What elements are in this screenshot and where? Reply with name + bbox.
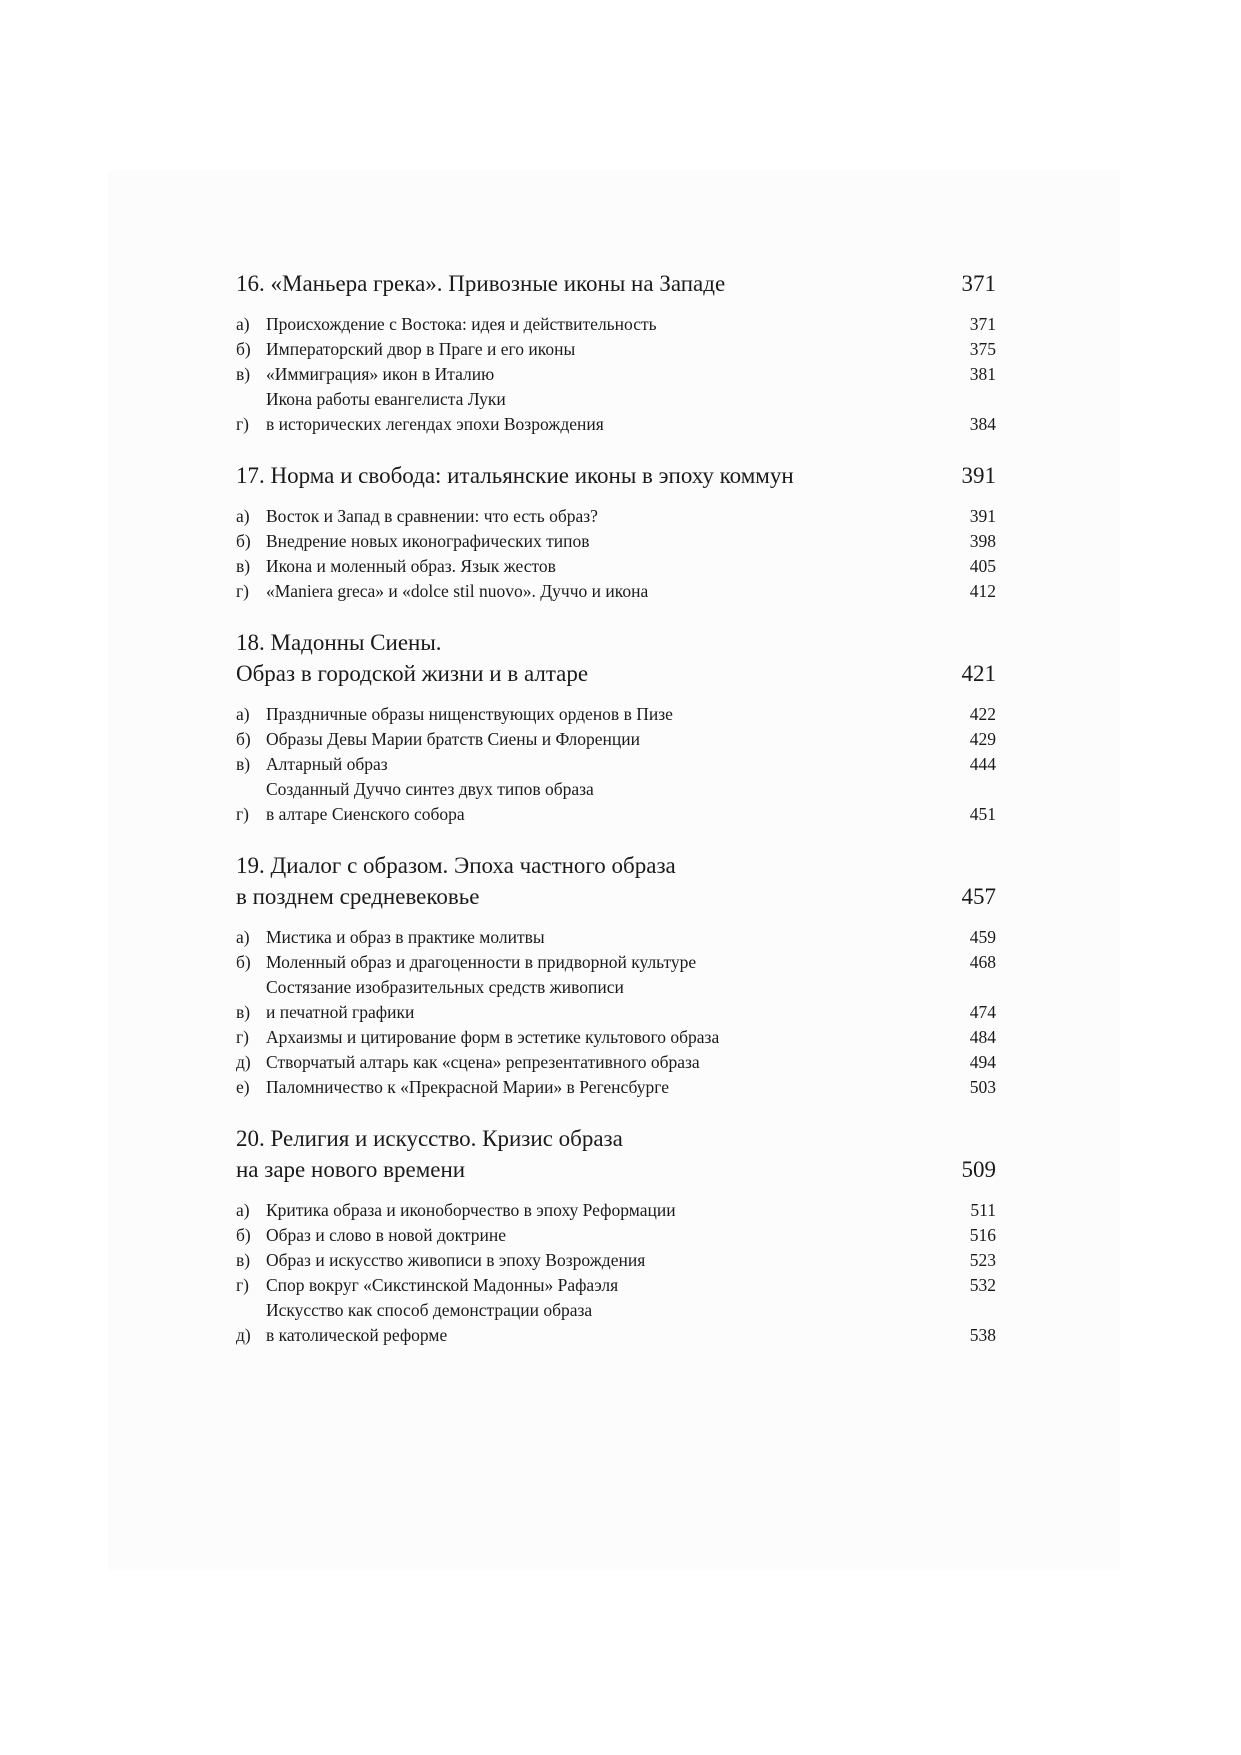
section-letter: г): [236, 804, 250, 824]
section-title-line: Внедрение новых иконографических типов: [266, 531, 590, 551]
section-page-number: 371: [969, 314, 996, 334]
section-title-line: Императорский двор в Праге и его иконы: [266, 339, 576, 359]
section-title: [266, 950, 936, 975]
section-title-line: в алтаре Сиенского собора: [266, 804, 465, 824]
section-entry: [236, 1223, 996, 1248]
section-letter: б): [236, 531, 251, 551]
chapter-number: 17.: [236, 463, 265, 488]
section-title-line: Состязание изобразительных средств живописи: [266, 977, 624, 997]
section-title: [266, 312, 936, 337]
chapter-title-line: [236, 460, 936, 491]
section-entry: [236, 337, 996, 362]
section-title: [266, 529, 936, 554]
section-letter: б): [236, 339, 251, 359]
section-title: [266, 752, 936, 777]
section-entry: [236, 312, 996, 337]
section-letter: а): [236, 704, 250, 724]
chapter-17: [236, 460, 996, 604]
section-letter: в): [236, 364, 251, 384]
section-title: [266, 362, 936, 387]
chapter-title-text: Диалог с образом. Эпоха частного образа: [270, 853, 676, 878]
section-title: [266, 1273, 936, 1298]
section-page-number: 398: [969, 531, 996, 551]
section-title-line: Икона работы евангелиста Луки: [266, 389, 506, 409]
section-entry: [236, 1050, 996, 1075]
section-page-number: 459: [969, 927, 996, 947]
section-title-line: в католической реформе: [266, 1325, 448, 1345]
chapter-page-number: 371: [961, 271, 996, 296]
chapter-title: [236, 627, 936, 689]
section-title-line: Створчатый алтарь как «сцена» репрезентативного образа: [266, 1052, 700, 1072]
chapter-title-line: [236, 658, 936, 689]
section-entry: [236, 950, 996, 975]
section-entry: [236, 925, 996, 950]
section-list: [236, 312, 996, 437]
section-entry: [236, 554, 996, 579]
chapter-heading: [236, 1123, 996, 1185]
section-page-number: 429: [969, 729, 996, 749]
section-page-number: 523: [969, 1250, 996, 1270]
section-title: [266, 702, 936, 727]
section-title: [266, 925, 936, 950]
section-letter: е): [236, 1077, 250, 1097]
table-of-contents: [236, 268, 996, 1371]
section-letter: а): [236, 927, 250, 947]
section-list: [236, 925, 996, 1100]
section-page-number: 532: [969, 1275, 996, 1295]
section-list: [236, 702, 996, 827]
chapter-title-line: [236, 1154, 936, 1185]
section-entry: [236, 702, 996, 727]
section-page-number: 484: [969, 1027, 996, 1047]
chapter-18: [236, 627, 996, 827]
section-page-number: 412: [969, 581, 996, 601]
chapter-heading: [236, 268, 996, 299]
section-page-number: 375: [969, 339, 996, 359]
section-title-line: Паломничество к «Прекрасной Марии» в Регенсбурге: [266, 1077, 669, 1097]
section-page-number: 511: [970, 1200, 996, 1220]
chapter-title-text: Мадонны Сиены.: [270, 630, 442, 655]
section-entry: [236, 1025, 996, 1050]
section-title: [266, 727, 936, 752]
section-title: [266, 1198, 936, 1223]
section-title-line: Спор вокруг «Сикстинской Мадонны» Рафаэля: [266, 1275, 619, 1295]
section-letter: а): [236, 314, 250, 334]
section-page-number: 391: [969, 506, 996, 526]
section-title-line: Праздничные образы нищенствующих орденов в Пизе: [266, 704, 673, 724]
chapter-number: 20.: [236, 1126, 265, 1151]
section-title-line: и печатной графики: [266, 1002, 415, 1022]
chapter-heading: [236, 460, 996, 491]
section-entry: [236, 727, 996, 752]
chapter-page-number: 391: [961, 463, 996, 488]
section-title-line: Мистика и образ в практике молитвы: [266, 927, 545, 947]
section-page-number: 422: [969, 704, 996, 724]
chapter-title-line: [236, 881, 936, 912]
section-title: [266, 579, 936, 604]
chapter-number: 16.: [236, 271, 265, 296]
section-title: [266, 1298, 936, 1348]
chapter-title-line: [236, 850, 936, 881]
section-page-number: 503: [969, 1077, 996, 1097]
section-entry: [236, 362, 996, 387]
section-letter: д): [236, 1325, 251, 1345]
section-title: [266, 387, 936, 437]
section-title-line: Искусство как способ демонстрации образа: [266, 1300, 593, 1320]
section-entry: [236, 529, 996, 554]
section-title-line: Образы Девы Марии братств Сиены и Флоренции: [266, 729, 640, 749]
chapter-title-text: Религия и искусство. Кризис образа: [270, 1126, 623, 1151]
section-entry: [236, 1075, 996, 1100]
section-entry: [236, 1273, 996, 1298]
section-title: [266, 1025, 936, 1050]
chapter-title-line: [236, 268, 936, 299]
chapter-16: [236, 268, 996, 437]
section-title-line: «Иммиграция» икон в Италию: [266, 364, 495, 384]
section-letter: г): [236, 414, 250, 434]
section-title: [266, 975, 936, 1025]
section-letter: в): [236, 556, 251, 576]
chapter-20: [236, 1123, 996, 1348]
chapter-number: 19.: [236, 853, 265, 878]
section-title-line: Моленный образ и драгоценности в придворной культуре: [266, 952, 697, 972]
section-entry: [236, 504, 996, 529]
chapter-title: [236, 850, 936, 912]
section-title-line: Критика образа и иконоборчество в эпоху Реформации: [266, 1200, 676, 1220]
section-title: [266, 504, 936, 529]
section-letter: в): [236, 754, 251, 774]
section-title-line: Образ и слово в новой доктрине: [266, 1225, 507, 1245]
section-entry: [236, 1248, 996, 1273]
section-title-line: «Maniera greca» и «dolce stil nuovo». Дуччо и икона: [266, 581, 649, 601]
chapter-title-line: [236, 1123, 936, 1154]
section-title: [266, 337, 936, 362]
section-title-line: Восток и Запад в сравнении: что есть образ?: [266, 506, 598, 526]
section-letter: г): [236, 581, 250, 601]
section-letter: б): [236, 729, 251, 749]
section-entry: [236, 752, 996, 777]
section-letter: б): [236, 952, 251, 972]
section-title-line: Икона и моленный образ. Язык жестов: [266, 556, 556, 576]
section-list: [236, 1198, 996, 1348]
section-page-number: 381: [969, 364, 996, 384]
chapter-title-text: в позднем средневековье: [236, 884, 480, 909]
section-page-number: 538: [969, 1325, 996, 1345]
section-letter: в): [236, 1250, 251, 1270]
section-letter: г): [236, 1275, 250, 1295]
section-letter: г): [236, 1027, 250, 1047]
section-title-line: Происхождение с Востока: идея и действительность: [266, 314, 657, 334]
chapter-page-number: 421: [961, 661, 996, 686]
section-letter: б): [236, 1225, 251, 1245]
section-entry: [236, 387, 996, 437]
section-entry: [236, 777, 996, 827]
section-title: [266, 1075, 936, 1100]
chapter-title: [236, 268, 936, 299]
chapter-number: 18.: [236, 630, 265, 655]
section-title: [266, 1050, 936, 1075]
section-title-line: Алтарный образ: [266, 754, 388, 774]
section-page-number: 444: [969, 754, 996, 774]
chapter-title: [236, 460, 936, 491]
section-page-number: 494: [969, 1052, 996, 1072]
section-title-line: Созданный Дуччо синтез двух типов образа: [266, 779, 594, 799]
section-title: [266, 1223, 936, 1248]
section-entry: [236, 975, 996, 1025]
chapter-page-number: 509: [961, 1157, 996, 1182]
chapter-heading: [236, 850, 996, 912]
section-letter: в): [236, 1002, 251, 1022]
chapter-heading: [236, 627, 996, 689]
section-letter: д): [236, 1052, 251, 1072]
chapter-title-text: Норма и свобода: итальянские иконы в эпоху коммун: [270, 463, 794, 488]
section-page-number: 405: [969, 556, 996, 576]
chapter-title-text: «Маньера грека». Привозные иконы на Западе: [270, 271, 726, 296]
section-entry: [236, 1298, 996, 1348]
section-page-number: 468: [969, 952, 996, 972]
section-title: [266, 777, 936, 827]
chapter-title-line: [236, 627, 936, 658]
chapter-title-text: на заре нового времени: [236, 1157, 466, 1182]
section-letter: а): [236, 506, 250, 526]
section-title-line: Образ и искусство живописи в эпоху Возрождения: [266, 1250, 646, 1270]
section-title-line: в исторических легендах эпохи Возрождения: [266, 414, 604, 434]
section-letter: а): [236, 1200, 250, 1220]
section-page-number: 516: [969, 1225, 996, 1245]
chapter-page-number: 457: [961, 884, 996, 909]
chapter-19: [236, 850, 996, 1100]
section-title: [266, 1248, 936, 1273]
section-entry: [236, 1198, 996, 1223]
section-title-line: Архаизмы и цитирование форм в эстетике культового образа: [266, 1027, 720, 1047]
chapter-title: [236, 1123, 936, 1185]
chapter-title-text: Образ в городской жизни и в алтаре: [236, 661, 589, 686]
section-list: [236, 504, 996, 604]
section-page-number: 451: [969, 804, 996, 824]
section-title: [266, 554, 936, 579]
section-page-number: 384: [969, 414, 996, 434]
section-entry: [236, 579, 996, 604]
section-page-number: 474: [969, 1002, 996, 1022]
